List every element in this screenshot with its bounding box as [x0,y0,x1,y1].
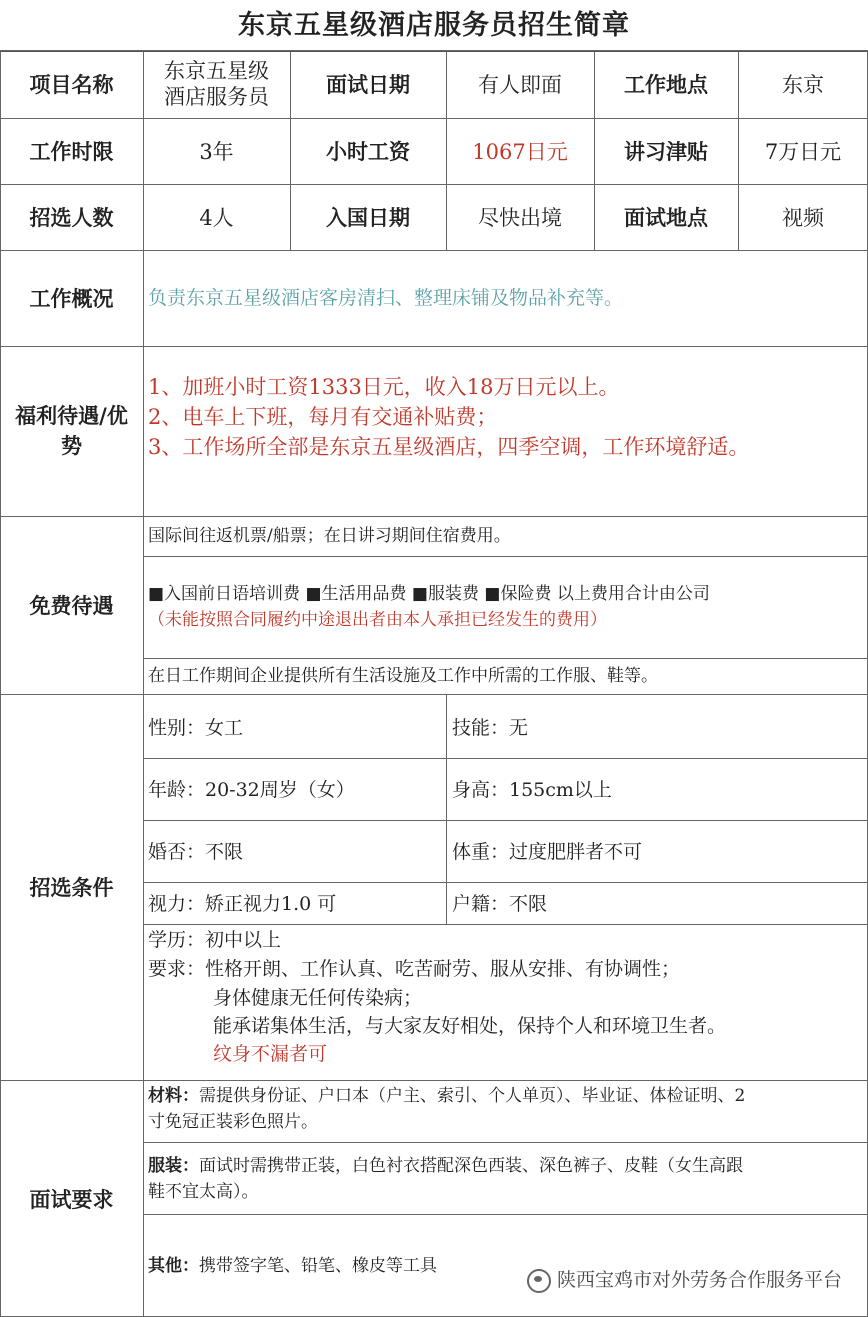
benefit-line-1: 1、加班小时工资1333日元，收入18万日元以上。 [148,375,620,399]
cond-requirement-1: 要求：性格开朗、工作认真、吃苦耐劳、服从安排、有协调性； [148,958,681,980]
wechat-icon [527,1269,551,1293]
cond-requirement-4: 纹身不漏者可 [213,1043,328,1065]
interview-materials-1 [148,1082,745,1110]
value-work-location: 东京 [782,73,824,97]
value-hourly-wage: 1067日元 [472,140,568,164]
label-project-name: 项目名称 [29,72,114,97]
cond-age: 年龄：20-32周岁（女） [148,779,355,801]
interview-other [148,1252,437,1280]
watermark [527,1265,842,1293]
page-title: 东京五星级酒店服务员招生简章 [0,0,868,52]
label-work-term: 工作时限 [29,139,114,164]
cond-requirement-2: 身体健康无任何传染病； [213,987,423,1009]
label-work-location: 工作地点 [624,72,708,97]
value-headcount: 4人 [199,206,234,230]
benefit-line-2: 2、电车上下班，每月有交通补贴费； [148,405,498,429]
label-free-benefits: 免费待遇 [29,593,114,618]
free-line-1: 国际间往返机票/船票；在日讲习期间住宿费用。 [148,526,511,546]
interview-materials-text-1: 需提供身份证、户口本（户主、索引、个人单页）、毕业证、体检证明、2 [199,1086,746,1106]
cond-weight: 体重：过度肥胖者不可 [452,841,643,863]
value-project-name-text: 东京五星级 酒店服务员 [164,59,269,109]
watermark-text: 陕西宝鸡市对外劳务合作服务平台 [556,1269,842,1291]
interview-dress-2: 鞋不宜太高）。 [148,1182,259,1202]
interview-other-label: 其他： [148,1256,199,1276]
interview-other-text: 携带签字笔、铅笔、橡皮等工具 [199,1256,437,1276]
cond-requirement-3: 能承诺集体生活，与大家友好相处，保持个人和环境卫生者。 [213,1015,727,1037]
free-line-3: 在日工作期间企业提供所有生活设施及工作中所需的工作服、鞋等。 [148,666,658,686]
value-interview-date: 有人即面 [478,73,562,97]
label-interview-requirements: 面试要求 [29,1186,114,1212]
value-project-name [143,50,290,118]
work-overview-text: 负责东京五星级酒店客房清扫、整理床铺及物品补充等。 [148,287,624,309]
free-line-2-note: （未能按照合同履约中途退出者由本人承担已经发生的费用） [148,610,607,630]
interview-materials-2: 寸免冠正装彩色照片。 [148,1112,318,1132]
value-work-term: 3年 [199,140,234,164]
label-training-allowance: 讲习津贴 [624,139,708,164]
label-hourly-wage: 小时工资 [326,139,410,164]
interview-dress-1 [148,1152,743,1180]
cond-skill: 技能：无 [452,717,529,739]
label-interview-place: 面试地点 [624,205,708,230]
label-conditions: 招选条件 [29,875,114,900]
label-benefits [0,346,143,516]
interview-materials-label: 材料： [148,1086,199,1106]
label-entry-date: 入国日期 [326,205,410,230]
label-interview-date: 面试日期 [326,72,410,97]
label-benefits-text: 福利待遇/优势 [15,403,128,458]
value-entry-date: 尽快出境 [478,206,562,230]
interview-dress-text-1: 面试时需携带正装，白色衬衣搭配深色西装、深色裤子、皮鞋（女生高跟 [199,1156,743,1176]
interview-dress-label: 服装： [148,1156,199,1176]
cond-marital: 婚否：不限 [148,841,244,863]
cond-vision: 视力：矫正视力1.0 可 [148,893,337,915]
free-line-2: ■入国前日语培训费 ■生活用品费 ■服装费 ■保险费 以上费用合计由公司 [148,584,710,604]
cond-height: 身高：155cm以上 [452,779,612,801]
benefit-line-3: 3、工作场所全部是东京五星级酒店，四季空调，工作环境舒适。 [148,435,750,459]
label-headcount: 招选人数 [29,205,114,230]
cond-gender: 性别：女工 [148,717,244,739]
value-training-allowance: 7万日元 [764,140,842,164]
cond-household: 户籍：不限 [452,893,548,915]
value-interview-place: 视频 [782,206,824,230]
cond-education: 学历：初中以上 [148,929,282,951]
label-work-overview: 工作概况 [29,286,114,311]
